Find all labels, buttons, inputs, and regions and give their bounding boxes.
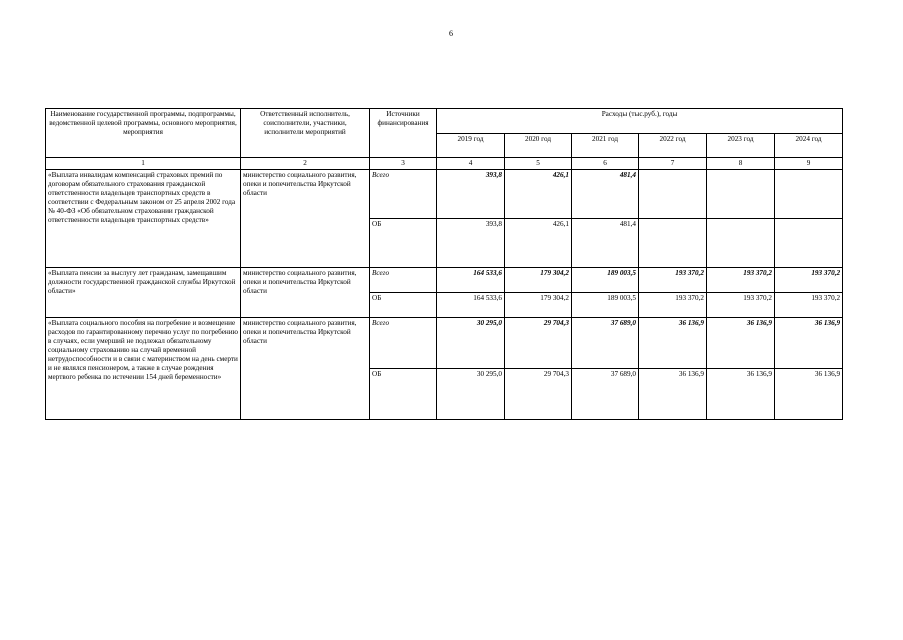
header-year: 2024 год	[775, 134, 843, 158]
header-executor: Ответственный исполнитель, соисполнители, участники, исполнители мероприятий	[241, 109, 370, 158]
total-value: 193 370,2	[639, 268, 707, 293]
ob-value	[707, 219, 775, 268]
ob-value: 164 533,6	[437, 293, 505, 318]
total-value	[775, 170, 843, 219]
total-value	[707, 170, 775, 219]
executor: министерство социального развития, опеки и попечительства Иркутской области	[241, 268, 370, 318]
ob-value: 30 295,0	[437, 369, 505, 420]
header-year: 2020 год	[505, 134, 572, 158]
ob-value: 193 370,2	[775, 293, 843, 318]
ob-value: 426,1	[505, 219, 572, 268]
header-year: 2023 год	[707, 134, 775, 158]
ob-value: 393,8	[437, 219, 505, 268]
total-value: 30 295,0	[437, 318, 505, 369]
ob-value: 179 304,2	[505, 293, 572, 318]
total-value: 37 689,0	[572, 318, 639, 369]
ob-value: 193 370,2	[707, 293, 775, 318]
header-expenses: Расходы (тыс.руб.), годы	[437, 109, 843, 134]
source-total-label: Всего	[370, 170, 437, 219]
column-number: 8	[707, 158, 775, 170]
ob-value: 193 370,2	[639, 293, 707, 318]
header-year: 2021 год	[572, 134, 639, 158]
total-value: 36 136,9	[707, 318, 775, 369]
ob-value: 36 136,9	[707, 369, 775, 420]
total-value: 189 003,5	[572, 268, 639, 293]
column-number: 2	[241, 158, 370, 170]
activity-name: «Выплата инвалидам компенсаций страховых премий по договорам обязательного страхования гражданской ответственности владельцев транспортных средств в соответствии с Федеральным законом от 25 апреля 2002 года № 40-ФЗ «Об обязательном страховании гражданской ответственности владельцев транспортных средств»	[46, 170, 241, 268]
ob-value	[775, 219, 843, 268]
source-total-label: Всего	[370, 318, 437, 369]
column-number: 3	[370, 158, 437, 170]
column-number: 6	[572, 158, 639, 170]
total-value: 36 136,9	[775, 318, 843, 369]
ob-value: 36 136,9	[775, 369, 843, 420]
total-value: 29 704,3	[505, 318, 572, 369]
ob-value	[639, 219, 707, 268]
column-number: 4	[437, 158, 505, 170]
ob-value: 481,4	[572, 219, 639, 268]
total-value: 36 136,9	[639, 318, 707, 369]
column-number: 9	[775, 158, 843, 170]
source-ob-label: ОБ	[370, 293, 437, 318]
source-ob-label: ОБ	[370, 369, 437, 420]
source-ob-label: ОБ	[370, 219, 437, 268]
header-year: 2022 год	[639, 134, 707, 158]
ob-value: 36 136,9	[639, 369, 707, 420]
total-value: 426,1	[505, 170, 572, 219]
executor: министерство социального развития, опеки и попечительства Иркутской области	[241, 318, 370, 420]
column-number: 1	[46, 158, 241, 170]
ob-value: 189 003,5	[572, 293, 639, 318]
total-value: 193 370,2	[707, 268, 775, 293]
ob-value: 37 689,0	[572, 369, 639, 420]
total-value: 393,8	[437, 170, 505, 219]
ob-value: 29 704,3	[505, 369, 572, 420]
total-value: 193 370,2	[775, 268, 843, 293]
total-value: 164 533,6	[437, 268, 505, 293]
column-number: 7	[639, 158, 707, 170]
activity-name: «Выплата социального пособия на погребение и возмещение расходов по гарантированному перечню услуг по погребению в случаях, если умерший не подлежал обязательному социальному страхованию на случай временной нетрудоспособности и в связи с материнством на день смерти и не являлся пенсионером, а также в случае рождения мертвого ребенка по истечении 154 дней беременности»	[46, 318, 241, 420]
total-value: 481,4	[572, 170, 639, 219]
executor: министерство социального развития, опеки и попечительства Иркутской области	[241, 170, 370, 268]
header-year: 2019 год	[437, 134, 505, 158]
column-number: 5	[505, 158, 572, 170]
page-number: 6	[449, 29, 453, 38]
total-value: 179 304,2	[505, 268, 572, 293]
header-name: Наименование государственной программы, подпрограммы, ведомственной целевой программы, основного мероприятия, мероприятия	[46, 109, 241, 158]
activity-name: «Выплата пенсии за выслугу лет гражданам, замещавшим должности государственной гражданской службы Иркутской области»	[46, 268, 241, 318]
total-value	[639, 170, 707, 219]
source-total-label: Всего	[370, 268, 437, 293]
header-source: Источники финансирования	[370, 109, 437, 158]
budget-table	[45, 108, 843, 420]
